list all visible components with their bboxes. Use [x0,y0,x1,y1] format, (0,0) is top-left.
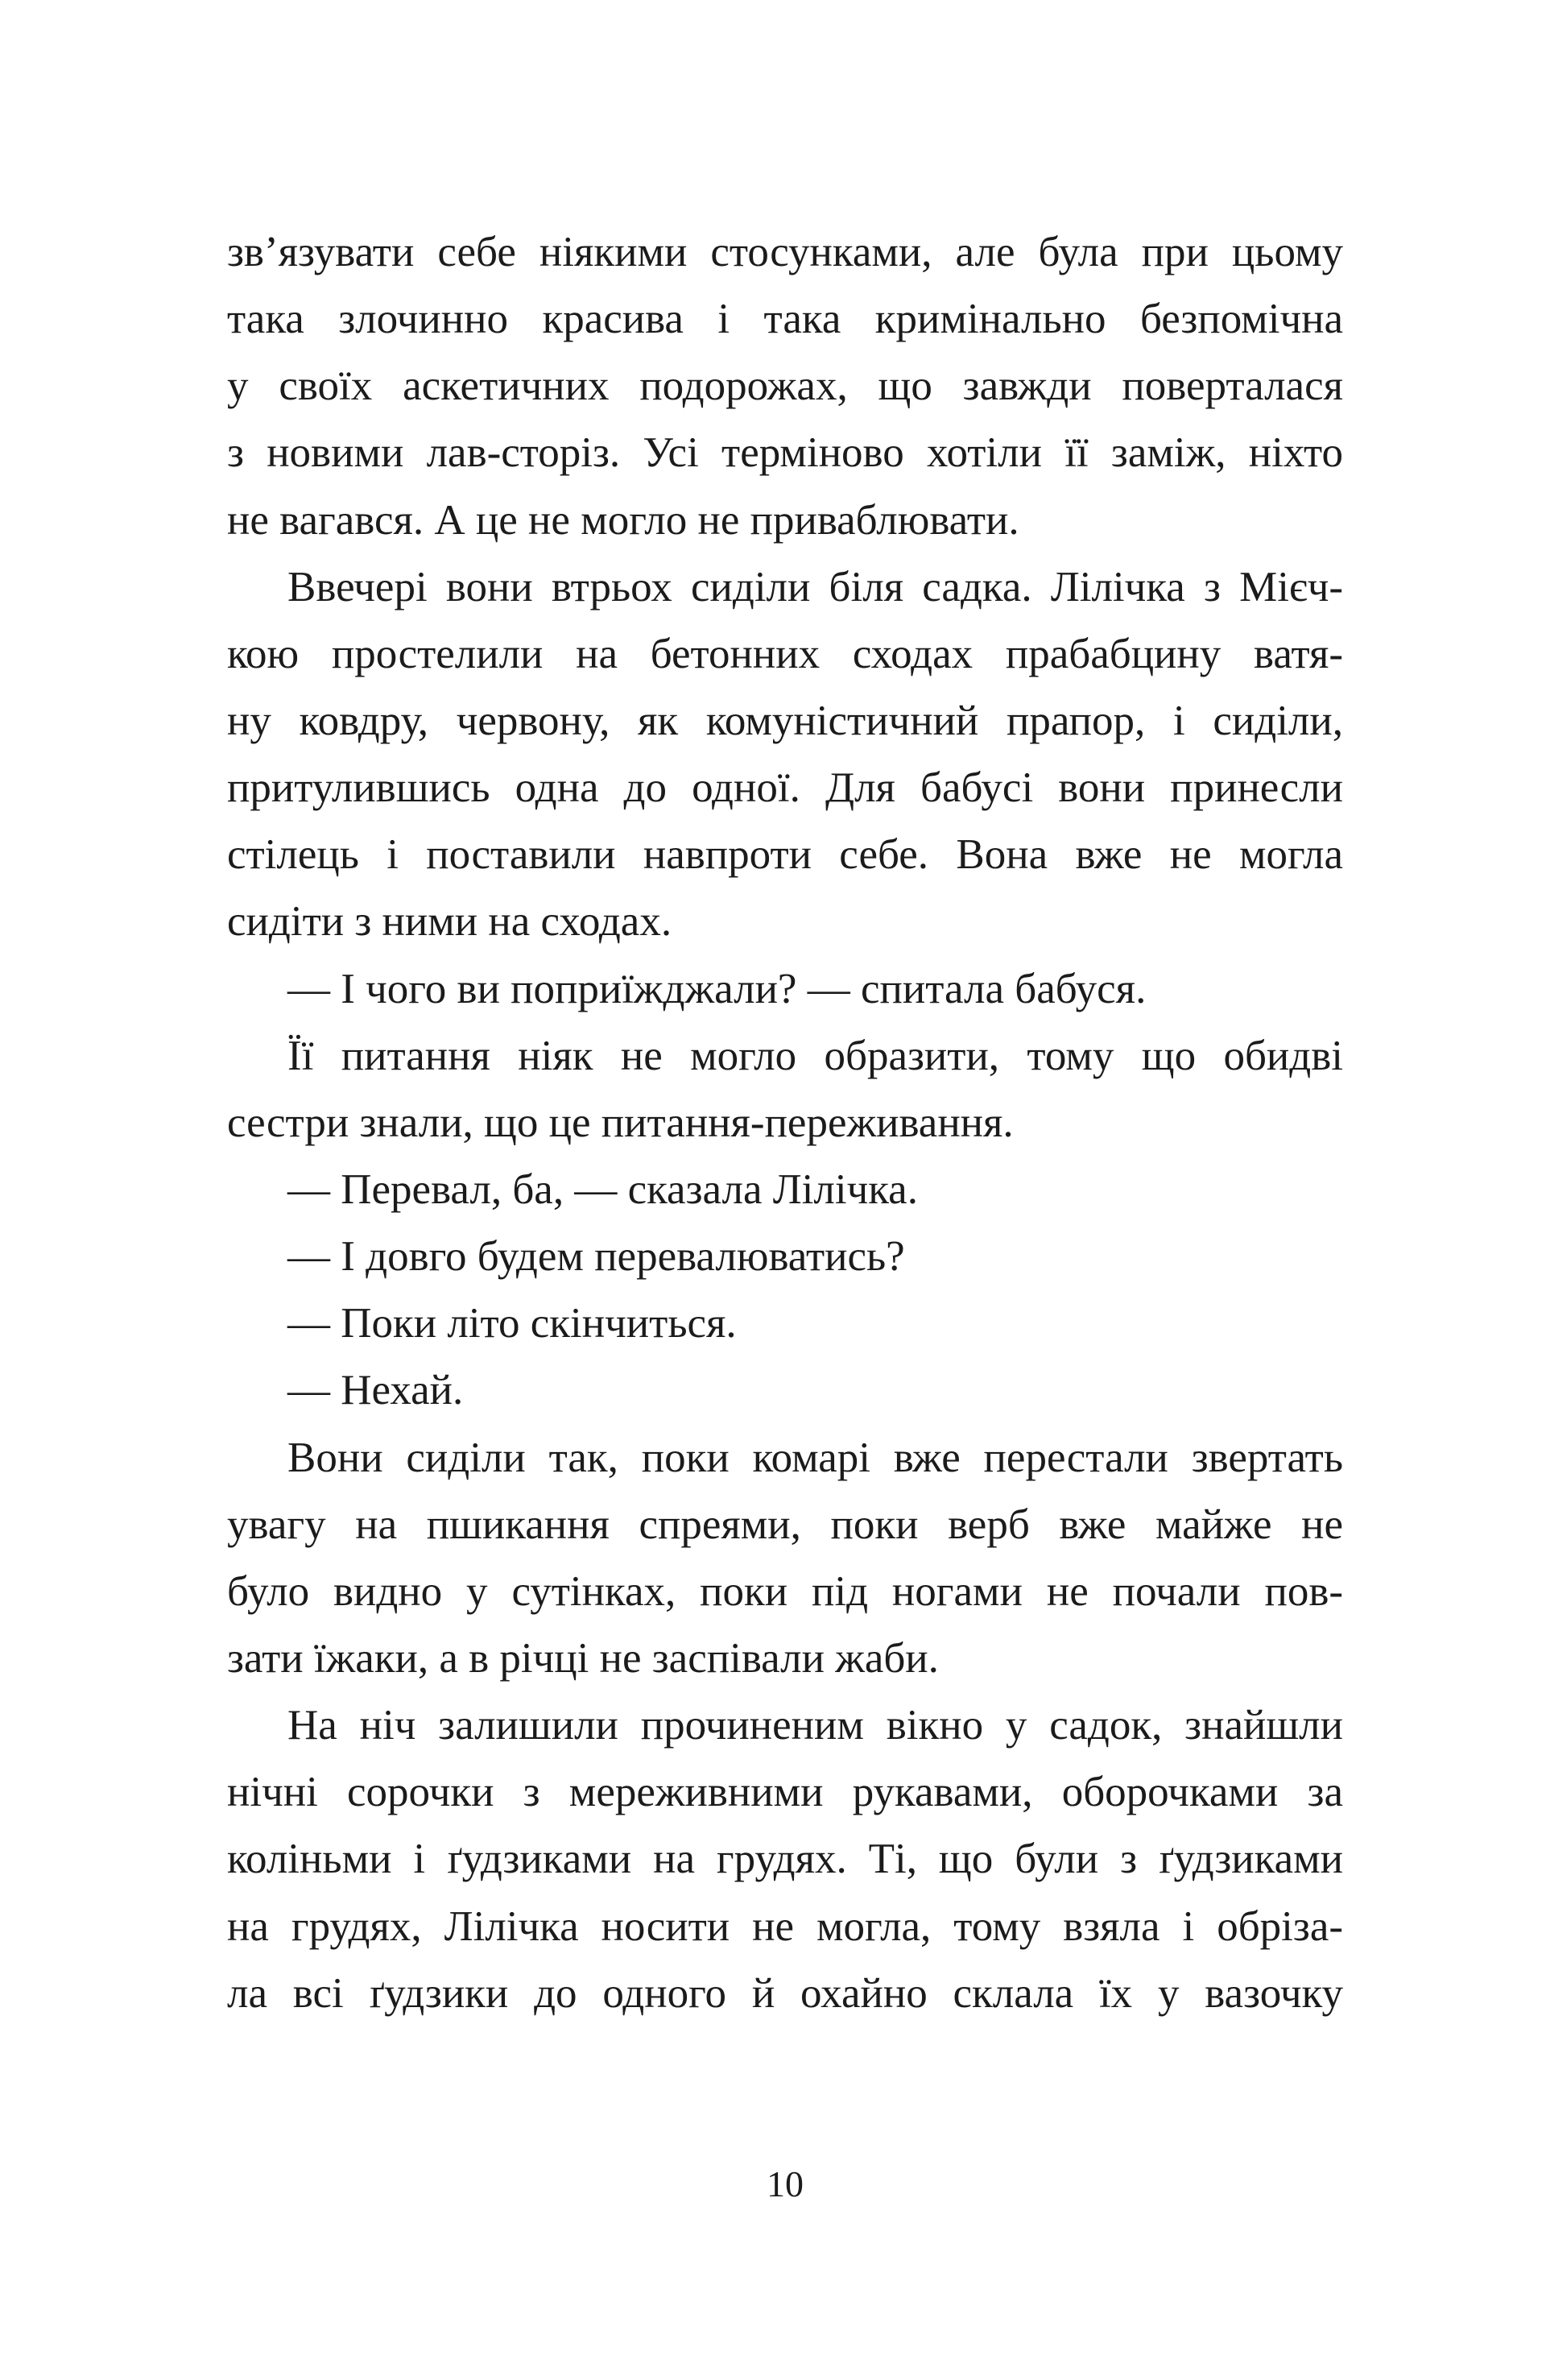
dialogue-line [227,1357,1343,1424]
text-line: ну ковдру, червону, як комуністичний прапор, і сиділи, [227,697,1343,744]
text-line: сестри знали, що це питання-переживання. [227,1099,1014,1146]
text-line: не вагався. А це не могло не приваблювати. [227,496,1019,544]
text-line: увагу на пшикання спреями, поки верб вже майже не [227,1500,1343,1548]
text-line: на грудях, Лілічка носити не могла, тому взяла і обріза- [227,1902,1343,1950]
text-line: Ввечері вони втрьох сиділи біля садка. Лілічка з Мієч- [287,563,1343,611]
paragraph [227,1692,1343,2027]
body-text [227,219,1343,2027]
text-line: притулившись одна до одної. Для бабусі вони принесли [227,764,1343,812]
text-line: Її питання ніяк не могло образити, тому що обидві [287,1032,1343,1079]
text-line: у своїх аскетичних подорожах, що завжди поверталася [227,362,1343,410]
text-line: стілець і поставили навпроти себе. Вона вже не могла [227,831,1343,879]
paragraph [227,1023,1343,1157]
paragraph [227,554,1343,956]
dialogue-line [227,1223,1343,1290]
text-line: така злочинно красива і така кримінально безпомічна [227,296,1343,343]
text-line: з новими лав-сторіз. Усі терміново хотіли її заміж, ніхто [227,429,1343,477]
text-line: — І довго будем перевалюватись? [287,1233,905,1281]
paragraph [227,219,1343,554]
text-line: — Нехай. [287,1367,464,1414]
text-line: — Поки літо скінчиться. [287,1300,737,1347]
dialogue-line [227,956,1343,1023]
text-line: нічні сорочки з мереживними рукавами, оборочками за [227,1769,1343,1816]
text-line: зв’язувати себе ніякими стосунками, але була при цьому [227,229,1343,275]
text-line: — Перевал, ба, — сказала Лілічка. [287,1165,918,1213]
text-line: зати їжаки, а в річці не заспівали жаби. [227,1634,939,1682]
page-number: 10 [767,2163,804,2204]
dialogue-line [227,1157,1343,1223]
dialogue-line [227,1290,1343,1357]
text-line: Вони сиділи так, поки комарі вже перестали звертать [287,1434,1343,1481]
text-line: було видно у сутінках, поки під ногами не почали пов- [227,1567,1343,1615]
text-line: — І чого ви поприїжджали? — спитала бабуся. [287,965,1147,1012]
text-line: ла всі ґудзики до одного й охайно склала їх у вазочку [227,1969,1343,2017]
text-line: коліньми і ґудзиками на грудях. Ті, що були з ґудзиками [227,1836,1343,1883]
text-line: сидіти з ними на сходах. [227,898,672,946]
paragraph [227,1425,1343,1693]
text-line: На ніч залишили прочиненим вікно у садок, знайшли [287,1702,1343,1749]
text-line: кою простелили на бетонних сходах прабабцину ватя- [227,630,1343,677]
